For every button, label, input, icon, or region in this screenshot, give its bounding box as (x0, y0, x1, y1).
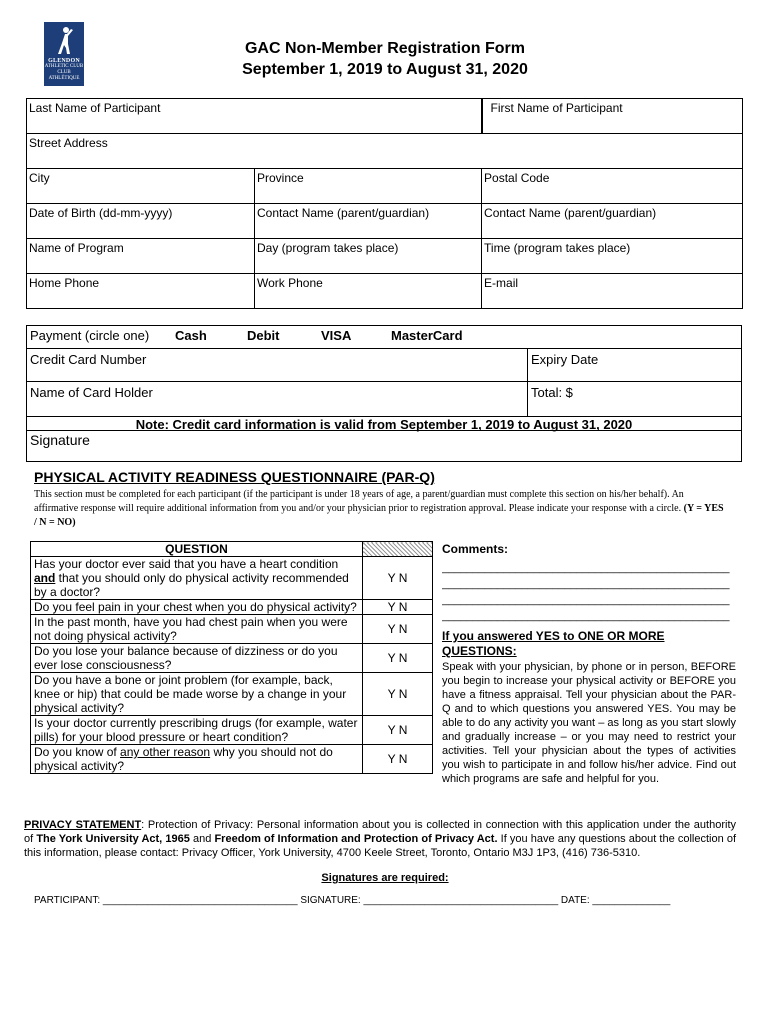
credit-card-number-field[interactable]: Credit Card Number (30, 352, 147, 367)
privacy-label: PRIVACY STATEMENT (24, 819, 142, 831)
form-subtitle: September 1, 2019 to August 31, 2020 (242, 61, 528, 78)
comment-line-4[interactable]: _______________________________________________ (442, 610, 730, 622)
parq-intro-text: This section must be completed for each participant (if the participant is under 18 years of age, a parent/guardian must complete this section on his/her behalf). An affirmative response will require additional information from you and/or your physician prior to registration approval. Please indicate your response with a circle. (34, 489, 684, 514)
parq-intro (34, 488, 724, 530)
question-1 (31, 557, 363, 600)
divider (27, 348, 741, 349)
participant-info-table (26, 98, 743, 309)
program-name-field[interactable] (27, 239, 255, 274)
city-field[interactable] (27, 169, 255, 204)
payment-option-mastercard[interactable]: MasterCard (391, 328, 463, 343)
question-5: Do you have a bone or joint problem (for example, back, knee or hip) that could be made worse by a change in your physical activity? (31, 673, 363, 716)
last-name-field[interactable] (27, 99, 482, 134)
total-field[interactable]: Total: $ (531, 385, 573, 400)
privacy-act-2: Freedom of Information and Protection of Privacy Act. (214, 833, 498, 845)
question-3: In the past month, have you had chest pain when you were not doing physical activity? (31, 615, 363, 644)
postal-code-field[interactable] (482, 169, 743, 204)
dob-label: Date of Birth (dd-mm-yyyy) (29, 206, 173, 220)
logo-line1: GLENDON (48, 58, 80, 64)
street-address-field[interactable] (27, 134, 743, 169)
signatures-required: Signatures are required: (321, 872, 449, 884)
signature-lines[interactable]: PARTICIPANT: ___________________________________ SIGNATURE: ___________________________________ DATE: ______________ (34, 895, 671, 906)
parq-question-table (30, 541, 433, 774)
card-holder-field[interactable]: Name of Card Holder (30, 385, 153, 400)
comments-label: Comments: (442, 542, 509, 556)
parq-intro-key: (Y = YES / N = NO) (34, 503, 724, 528)
divider (27, 381, 741, 382)
privacy-text: If you have any questions about the collection of this information, please contact: Privacy Officer, York University, 4700 Keele Street, Toronto, Ontario M3J 1P3, (416) 736-5310. (24, 833, 737, 859)
comment-line-2[interactable]: _______________________________________________ (442, 578, 730, 590)
table-row (31, 716, 433, 745)
comment-line-3[interactable]: _______________________________________________ (442, 594, 730, 606)
program-time-field[interactable] (482, 239, 743, 274)
privacy-statement (24, 818, 736, 860)
divider (27, 430, 741, 431)
table-row (31, 673, 433, 716)
answer-yn-1[interactable]: Y N (363, 557, 433, 600)
work-phone-label: Work Phone (257, 276, 323, 290)
table-row (31, 644, 433, 673)
logo-line3: CLUB ATHLÉTIQUE (48, 70, 80, 81)
question-7-part: Do you know of (34, 745, 121, 759)
postal-code-label: Postal Code (484, 171, 550, 185)
payment-option-debit[interactable]: Debit (247, 328, 280, 343)
question-7-part: why you should not do physical activity? (34, 745, 333, 773)
divider (527, 348, 528, 416)
question-6: Is your doctor currently prescribing drugs (for example, water pills) for your blood pressure or heart condition? (31, 716, 363, 745)
city-label: City (29, 171, 50, 185)
privacy-act-1: The York University Act, 1965 (36, 833, 190, 845)
yes-answer-heading: If you answered YES to ONE OR MORE QUESTIONS: (442, 629, 665, 658)
question-1-part: that you should only do physical activity recommended by a doctor? (34, 571, 349, 599)
contact-name-field-2[interactable] (482, 204, 743, 239)
answer-yn-3[interactable]: Y N (363, 615, 433, 644)
answer-yn-6[interactable]: Y N (363, 716, 433, 745)
first-name-label: First Name of Participant (490, 101, 623, 115)
question-2: Do you feel pain in your chest when you do physical activity? (31, 600, 363, 615)
question-4: Do you lose your balance because of dizziness or do you ever lose consciousness? (31, 644, 363, 673)
work-phone-field[interactable] (255, 274, 482, 309)
payment-section (26, 325, 742, 462)
comment-line-1[interactable]: _______________________________________________ (442, 562, 730, 574)
table-row (31, 745, 433, 774)
contact-name-label-2: Contact Name (parent/guardian) (484, 206, 657, 220)
program-day-label: Day (program takes place) (257, 241, 399, 255)
home-phone-field[interactable] (27, 274, 255, 309)
privacy-text: and (189, 833, 215, 845)
table-row (31, 615, 433, 644)
last-name-label: Last Name of Participant (29, 101, 161, 115)
question-header: QUESTION (31, 542, 363, 557)
table-row (31, 557, 433, 600)
answer-header (363, 542, 433, 557)
province-label: Province (257, 171, 304, 185)
logo-line2: ATHLETIC CLUB (44, 64, 84, 69)
contact-name-label-1: Contact Name (parent/guardian) (257, 206, 430, 220)
first-name-field[interactable] (482, 99, 743, 134)
signature-field[interactable]: Signature (30, 432, 90, 448)
question-1-emphasis: and (34, 571, 56, 585)
question-1-part: Has your doctor ever said that you have a heart condition (34, 557, 339, 571)
answer-yn-7[interactable]: Y N (363, 745, 433, 774)
question-7-emphasis: any other reason (120, 745, 211, 759)
form-title: GAC Non-Member Registration Form (244, 40, 525, 57)
physician-advice: Speak with your physician, by phone or in person, BEFORE you begin to increase your physical activity or BEFORE you have a fitness appraisal. Tell your physician about the PAR-Q and to which questions you answered YES. You may be able to do any activity you want – as long as you start slowly and gradually increase – or you may need to restrict your activities. Tell your physician about the types of activities you wish to participate in and follow his/her advice. Find out which programs are safe and helpful for you. (442, 661, 736, 785)
expiry-date-field[interactable]: Expiry Date (531, 352, 599, 367)
privacy-text: : Protection of Privacy: Personal information about you is collected in connection with this application under the authority of (24, 819, 736, 845)
province-field[interactable] (255, 169, 482, 204)
payment-option-visa[interactable]: VISA (321, 328, 352, 343)
program-name-label: Name of Program (29, 241, 124, 255)
answer-yn-5[interactable]: Y N (363, 673, 433, 716)
email-label: E-mail (484, 276, 519, 290)
email-field[interactable] (482, 274, 743, 309)
payment-label: Payment (circle one) (30, 328, 150, 343)
program-day-field[interactable] (255, 239, 482, 274)
answer-yn-4[interactable]: Y N (363, 644, 433, 673)
question-7 (31, 745, 363, 774)
credit-card-note: Note: Credit card information is valid from September 1, 2019 to August 31, 2020 (135, 417, 633, 432)
payment-option-cash[interactable]: Cash (175, 328, 207, 343)
contact-name-field-1[interactable] (255, 204, 482, 239)
answer-yn-2[interactable]: Y N (363, 600, 433, 615)
street-address-label: Street Address (29, 136, 108, 150)
dob-field[interactable] (27, 204, 255, 239)
program-time-label: Time (program takes place) (484, 241, 631, 255)
table-row (31, 600, 433, 615)
home-phone-label: Home Phone (29, 276, 100, 290)
parq-title: PHYSICAL ACTIVITY READINESS QUESTIONNAIRE (PAR-Q) (34, 469, 435, 485)
